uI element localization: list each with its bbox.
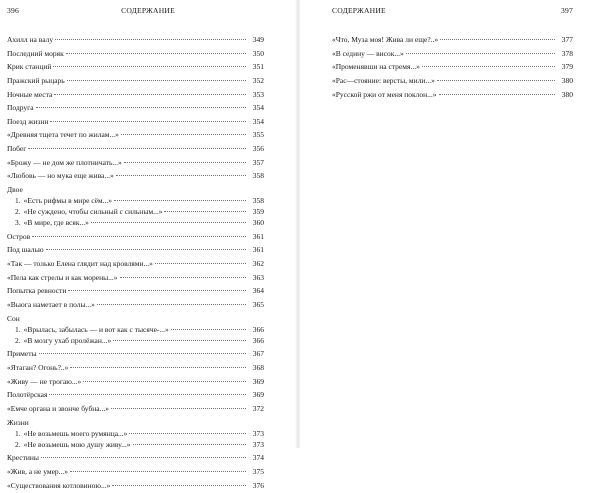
toc-entry [7,34,264,45]
toc-entry [332,89,573,100]
page-number-left: 396 [7,6,19,15]
toc-entry [7,217,264,228]
toc-entry-title: Попытка ревности [7,286,67,296]
toc-entry-page-number: 366 [252,324,264,334]
toc-entry [332,75,573,86]
left-page [0,0,296,490]
toc-entry-page-number: 376 [252,480,264,490]
toc-entry-title: Поезд жизни [7,116,49,126]
toc-entry [7,258,264,269]
dot-leader [54,93,246,95]
toc-section-heading [7,313,264,324]
toc-entry-page-number: 358 [252,171,264,181]
dot-leader [114,199,246,201]
toc-entry [7,480,264,491]
toc-entry-title: «Что, Муза моя! Жива ли еще?..» [332,35,439,44]
toc-entry-number: 3. [15,218,21,228]
toc-entry [7,206,264,217]
toc-entry-title: «Вьюга наметает в полы...» [7,300,95,310]
toc-entry-page-number: 355 [252,130,264,140]
toc-entry-page-number: 350 [252,48,264,58]
toc-entry-title: Последний моряк [7,48,64,58]
toc-entry-title: Крик станций [7,62,52,72]
toc-entry-title: Крестины [7,453,39,463]
dot-leader [97,303,246,305]
toc-entry-title: «Не возьмешь моего румянца...» [23,428,128,438]
toc-entry [7,272,264,283]
toc-entry-page-number: 366 [252,335,264,345]
toc-entry [7,102,264,113]
toc-entry-page-number: 378 [561,48,573,58]
dot-leader [121,133,246,135]
toc-entry-number: 1. [15,196,21,206]
toc-entry-number: 2. [15,207,21,217]
toc-entry [7,75,264,86]
dot-leader [133,443,246,445]
toc-entry-page-number: 352 [252,75,264,85]
toc-entry-title: Жизни [7,417,29,427]
toc-entry [7,157,264,168]
toc-entry-title: Полотёрская [7,390,48,400]
dot-leader [68,289,246,291]
toc-entry [7,324,264,335]
toc-entry-page-number: 360 [252,218,264,228]
table-of-contents-left [7,34,264,493]
dot-leader [155,262,246,264]
dot-leader [36,106,246,108]
toc-entry-page-number: 369 [252,390,264,400]
toc-entry-page-number: 356 [252,144,264,154]
toc-entry-page-number: 349 [252,35,264,44]
dot-leader [46,248,246,250]
running-head-left: СОДЕРЖАНИЕ [121,6,175,15]
toc-entry [7,403,264,414]
toc-entry-title: Сон [7,313,20,323]
dot-leader [28,147,246,149]
toc-entry-title: Остров [7,231,31,241]
toc-entry-page-number: 351 [252,62,264,72]
toc-entry [7,362,264,373]
toc-entry-title: «Так — только Елена глядит над кровлями...» [7,259,153,269]
dot-leader [120,276,246,278]
toc-entry-page-number: 362 [252,259,264,269]
dot-leader [113,339,246,341]
dot-leader [66,52,246,54]
dot-leader [53,65,246,67]
dot-leader [164,210,246,212]
toc-entry-number: 2. [15,439,21,449]
toc-entry-page-number: 380 [561,75,573,85]
toc-entry-title: «Есть рифмы в мире сём...» [23,196,113,206]
toc-entry-title: Подруга [7,103,34,113]
dot-leader [439,93,555,95]
toc-entry [7,129,264,140]
toc-entry-page-number: 364 [252,286,264,296]
toc-entry-title: «Брожу — не дом же плотничать...» [7,157,122,167]
toc-entry [7,61,264,72]
toc-entry [7,231,264,242]
dot-leader [55,38,246,40]
dot-leader [39,352,246,354]
toc-entry-title: «Древняя тщета течет по жилам...» [7,130,119,140]
toc-entry [7,285,264,296]
toc-entry-page-number: 361 [252,245,264,255]
toc-entry-title: Ночные места [7,89,53,99]
toc-entry-title: Пражский рыцарь [7,75,65,85]
dot-leader [67,79,246,81]
toc-entry-title: «В мозгу ухаб пролёжан...» [23,335,112,345]
dot-leader [116,174,246,176]
toc-entry-title: «Променявши на стремя...» [332,62,420,72]
toc-entry [7,244,264,255]
toc-entry-title: «Рас—стояние: версты, мили...» [332,75,435,85]
table-of-contents-right [332,34,573,102]
toc-entry [7,376,264,387]
toc-entry [7,466,264,477]
toc-entry [332,34,573,45]
toc-entry-page-number: 365 [252,300,264,310]
toc-entry-page-number: 373 [252,428,264,438]
toc-entry [332,48,573,59]
toc-entry [7,170,264,181]
toc-entry-title: Под шалью [7,245,44,255]
toc-entry [7,348,264,359]
toc-entry-title: Приметы [7,349,37,359]
dot-leader [83,380,246,382]
dot-leader [440,38,555,40]
toc-entry [7,143,264,154]
toc-entry-page-number: 375 [252,466,264,476]
toc-entry-page-number: 368 [252,363,264,373]
toc-entry [7,428,264,439]
toc-entry-page-number: 354 [252,103,264,113]
toc-entry-title: Побег [7,144,27,154]
dot-leader [111,407,246,409]
toc-entry-title: «В мире, где всяк...» [23,218,89,228]
toc-entry-page-number: 361 [252,231,264,241]
toc-entry-page-number: 357 [252,157,264,167]
toc-entry-page-number: 363 [252,272,264,282]
toc-section-heading [7,417,264,428]
toc-entry-title: «Пела как стрелы и как морены...» [7,272,118,282]
dot-leader [32,235,246,237]
dot-leader [406,52,555,54]
toc-entry-page-number: 353 [252,89,264,99]
toc-entry-title: «Любовь — но мука еще жива...» [7,171,114,181]
toc-entry-page-number: 367 [252,349,264,359]
toc-entry-page-number: 359 [252,207,264,217]
dot-leader [129,432,246,434]
dot-leader [41,456,246,458]
toc-entry-page-number: 373 [252,439,264,449]
toc-entry [7,89,264,100]
toc-entry [7,439,264,450]
toc-entry-page-number: 379 [561,62,573,72]
toc-entry-page-number: 380 [561,89,573,99]
toc-entry-title: «Емче органа и звонче бубна...» [7,403,109,413]
toc-entry [7,195,264,206]
toc-section-heading [7,184,264,195]
toc-entry-title: «Русской ржи от меня поклон...» [332,89,437,99]
dot-leader [437,79,555,81]
running-head-right: СОДЕРЖАНИЕ [332,6,386,15]
dot-leader [49,393,246,395]
toc-entry-title: «Существования котловиною...» [7,480,111,490]
toc-entry-page-number: 372 [252,403,264,413]
dot-leader [70,366,246,368]
toc-entry-page-number: 358 [252,196,264,206]
toc-entry-page-number: 354 [252,116,264,126]
toc-entry-title: «Врылась, забылась — и вот как с тысяче-...» [23,324,169,334]
toc-entry-title: «Не суждено, чтобы сильный с сильным...» [23,207,163,217]
toc-entry-number: 1. [15,324,21,334]
toc-entry-title: Двое [7,185,23,195]
toc-entry [7,389,264,400]
toc-entry-page-number: 369 [252,376,264,386]
dot-leader [50,120,246,122]
page-number-right: 397 [561,6,573,15]
toc-entry [7,116,264,127]
toc-entry-title: «Ятаган? Огонь?..» [7,363,69,373]
toc-entry-page-number: 374 [252,453,264,463]
toc-entry-title: «Не возьмешь мою душу живу...» [23,439,131,449]
right-page [300,0,597,448]
toc-entry [332,61,573,72]
dot-leader [112,484,246,486]
dot-leader [91,221,246,223]
dot-leader [124,161,246,163]
toc-entry [7,299,264,310]
dot-leader [70,470,246,472]
toc-entry [7,48,264,59]
toc-entry-page-number: 377 [561,35,573,44]
toc-entry-title: «Живу — не трогаю...» [7,376,82,386]
toc-entry-number: 2. [15,335,21,345]
dot-leader [171,328,246,330]
toc-entry-title: «В седину — висок...» [332,48,404,58]
toc-entry-number: 1. [15,428,21,438]
toc-entry [7,452,264,463]
toc-entry [7,335,264,346]
toc-entry-title: «Жив, а не умер...» [7,466,69,476]
toc-entry-title: Ахилл на валу [7,35,54,44]
dot-leader [422,65,555,67]
